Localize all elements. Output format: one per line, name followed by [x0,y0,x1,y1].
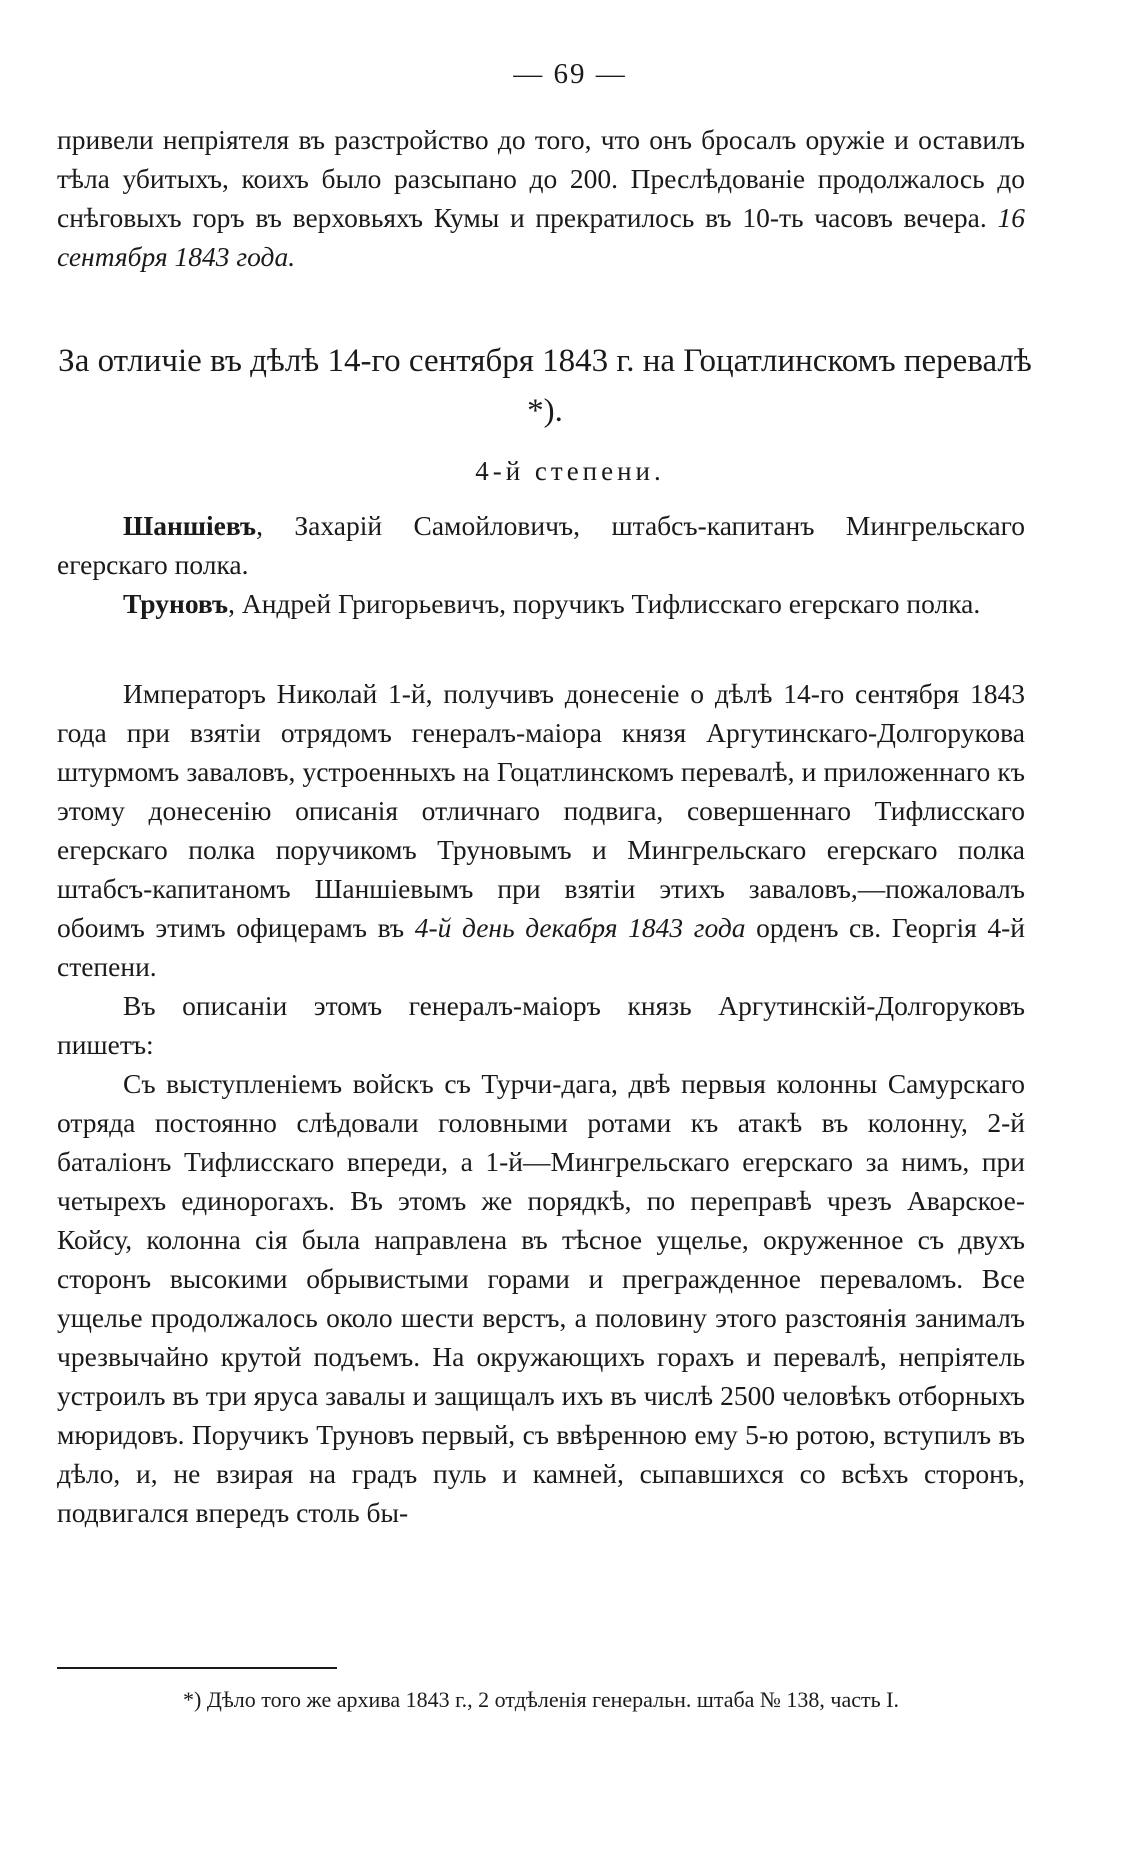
footnote: *) Дѣло того же архива 1843 г., 2 отдѣленія генеральн. штаба № 138, часть I. [183,1687,899,1712]
award-date: 4-й день декабря 1843 года [414,912,746,943]
award-entry [57,584,1025,623]
award-name: Шаншіевъ [123,510,257,541]
intro-paragraph [57,120,1025,276]
page-number: — 69 — [513,58,627,90]
narrative-section [57,674,1025,1532]
narrative-paragraph: Съ выступленіемъ войскъ съ Турчи-дага, двѣ первыя колонны Самурскаго отряда постоянно слѣдовали головными ротами къ атакѣ въ колонну, 2-й баталіонъ Тифлисскаго впереди, а 1-й—Мингрельскаго егерскаго за нимъ, при четырехъ единорогахъ. Въ этомъ же порядкѣ, по переправѣ чрезъ Аварское-Койсу, колонна сія была направлена въ тѣсное ущелье, окруженное съ двухъ сторонъ высокими обрывистыми горами и прегражденное переваломъ. Все ущелье продолжалось около шести верстъ, а половину этого разстоянія занималъ чрезвычайно крутой подъемъ. На окружающихъ горахъ и перевалѣ, непріятель устроилъ въ три яруса завалы и защищалъ ихъ въ числѣ 2500 человѣкъ отборныхъ мюридовъ. Поручикъ Труновъ первый, съ ввѣренною ему 5-ю ротою, вступилъ въ дѣло, и, не взирая на градъ пуль и камней, сыпавшихся со всѣхъ сторонъ, подвигался впередъ столь бы- [57,1068,1025,1528]
intro-date: 16 сентября 1843 года. [57,202,1026,272]
award-details: , Захарій Самойловичъ, штабсъ-капитанъ Мингрельскаго егерскаго полка. [57,510,1025,580]
footnote-divider [57,1667,337,1669]
narrative-paragraph: Въ описаніи этомъ генералъ-маіоръ князь Аргутинскій-Долгоруковъ пишетъ: [57,990,1025,1060]
section-title: За отличіе въ дѣлѣ 14-го сентября 1843 г. на Гоцатлинскомъ перевалѣ *). [58,343,1032,429]
intro-text: привели непріятеля въ разстройство до того, что онъ бросалъ оружіе и оставилъ тѣла убитыхъ, коихъ было разсыпано до 200. Преслѣдованіе продолжалось до снѣговыхъ горъ въ верховьяхъ Кумы и прекратилось въ 10-ть часовъ вечера. [57,124,1025,233]
awards-list [57,506,1025,623]
narrative-text: Императоръ Николай 1-й, получивъ донесеніе о дѣлѣ 14-го сентября 1843 года при взятіи отрядомъ генералъ-маіора князя Аргутинскаго-Долгорукова штурмомъ заваловъ, устроенныхъ на Гоцатлинскомъ перевалѣ, и приложеннаго къ этому донесенію описанія отличнаго подвига, совершеннаго Тифлисскаго егерскаго полка поручикомъ Труновымъ и Мингрельскаго егерскаго полка штабсъ-капитаномъ Шаншіевымъ при взятіи этихъ заваловъ,—пожаловалъ обоимъ этимъ офицерамъ въ [57,678,1025,943]
award-name: Труновъ [123,588,229,619]
narrative-paragraph [57,674,1025,986]
degree-heading: 4-й степени. [475,456,665,486]
award-details: , Андрей Григорьевичъ, поручикъ Тифлисскаго егерскаго полка. [228,588,981,619]
award-entry [57,506,1025,584]
narrative-text: орденъ св. Георгія 4-й степени. [57,912,1026,982]
